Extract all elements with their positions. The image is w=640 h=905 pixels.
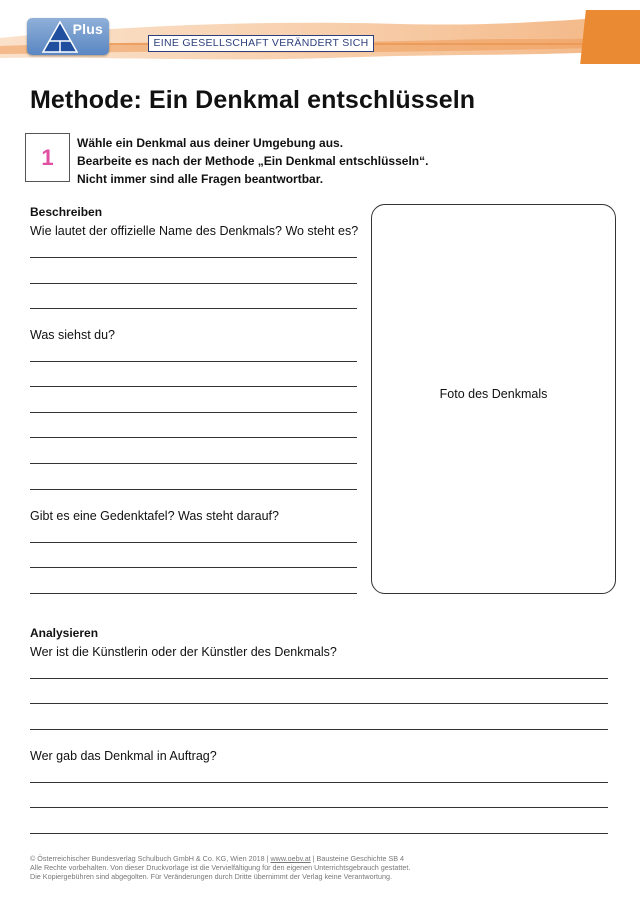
copyright-footer	[30, 854, 410, 881]
task-line: Bearbeite es nach der Methode „Ein Denkmal entschlüsseln“.	[77, 154, 429, 168]
task-instructions	[77, 134, 428, 188]
footer-line: Alle Rechte vorbehalten. Von dieser Druckvorlage ist die Vervielfältigung für den eigenen Unterrichtsgebrauch gestattet.	[30, 863, 411, 872]
answer-line[interactable]	[30, 703, 608, 704]
orange-corner-decoration	[580, 10, 640, 64]
answer-line[interactable]	[30, 678, 608, 679]
answer-line[interactable]	[30, 782, 608, 783]
answer-line[interactable]	[30, 833, 608, 834]
task-number-box	[25, 133, 70, 182]
publisher-logo	[27, 18, 109, 55]
photo-label: Foto des Denkmals	[439, 387, 548, 401]
footer-line: Die Kopiergebühren sind abgegolten. Für Veränderungen durch Dritte übernimmt der Verlag keine Verantwortung.	[30, 872, 392, 881]
question-commissioner: Wer gab das Denkmal in Auftrag?	[30, 749, 217, 763]
answer-line[interactable]	[30, 542, 357, 543]
answer-line[interactable]	[30, 257, 357, 258]
logo-text: Plus	[72, 21, 103, 37]
task-number: 1	[41, 144, 54, 170]
answer-line[interactable]	[30, 386, 357, 387]
answer-line[interactable]	[30, 437, 357, 438]
answer-line[interactable]	[30, 283, 357, 284]
answer-line[interactable]	[30, 567, 357, 568]
answer-line[interactable]	[30, 308, 357, 309]
answer-line[interactable]	[30, 463, 357, 464]
footer-text: | Bausteine Geschichte SB 4	[310, 854, 405, 863]
question-name-location: Wie lautet der offizielle Name des Denkmals? Wo steht es?	[30, 224, 359, 238]
answer-line[interactable]	[30, 807, 608, 808]
task-line: Nicht immer sind alle Fragen beantwortbar.	[77, 172, 324, 186]
question-what-you-see: Was siehst du?	[30, 328, 115, 342]
task-line: Wähle ein Denkmal aus deiner Umgebung aus.	[77, 136, 344, 150]
series-slogan: EINE GESELLSCHAFT VERÄNDERT SICH	[148, 35, 374, 52]
section-heading-analysieren: Analysieren	[30, 626, 99, 640]
answer-line[interactable]	[30, 489, 357, 490]
answer-line[interactable]	[30, 361, 357, 362]
section-heading-beschreiben: Beschreiben	[30, 205, 103, 219]
footer-text: © Österreichischer Bundesverlag Schulbuch GmbH & Co. KG, Wien 2018 |	[30, 854, 271, 863]
page-title: Methode: Ein Denkmal entschlüsseln	[30, 86, 476, 114]
question-artist: Wer ist die Künstlerin oder der Künstler des Denkmals?	[30, 645, 337, 659]
answer-line[interactable]	[30, 729, 608, 730]
answer-line[interactable]	[30, 412, 357, 413]
question-memorial-plaque: Gibt es eine Gedenktafel? Was steht darauf?	[30, 509, 279, 523]
photo-placeholder-box[interactable]	[371, 204, 616, 594]
footer-line	[30, 854, 410, 863]
answer-line[interactable]	[30, 593, 357, 594]
publisher-link[interactable]: www.oebv.at	[270, 854, 311, 863]
